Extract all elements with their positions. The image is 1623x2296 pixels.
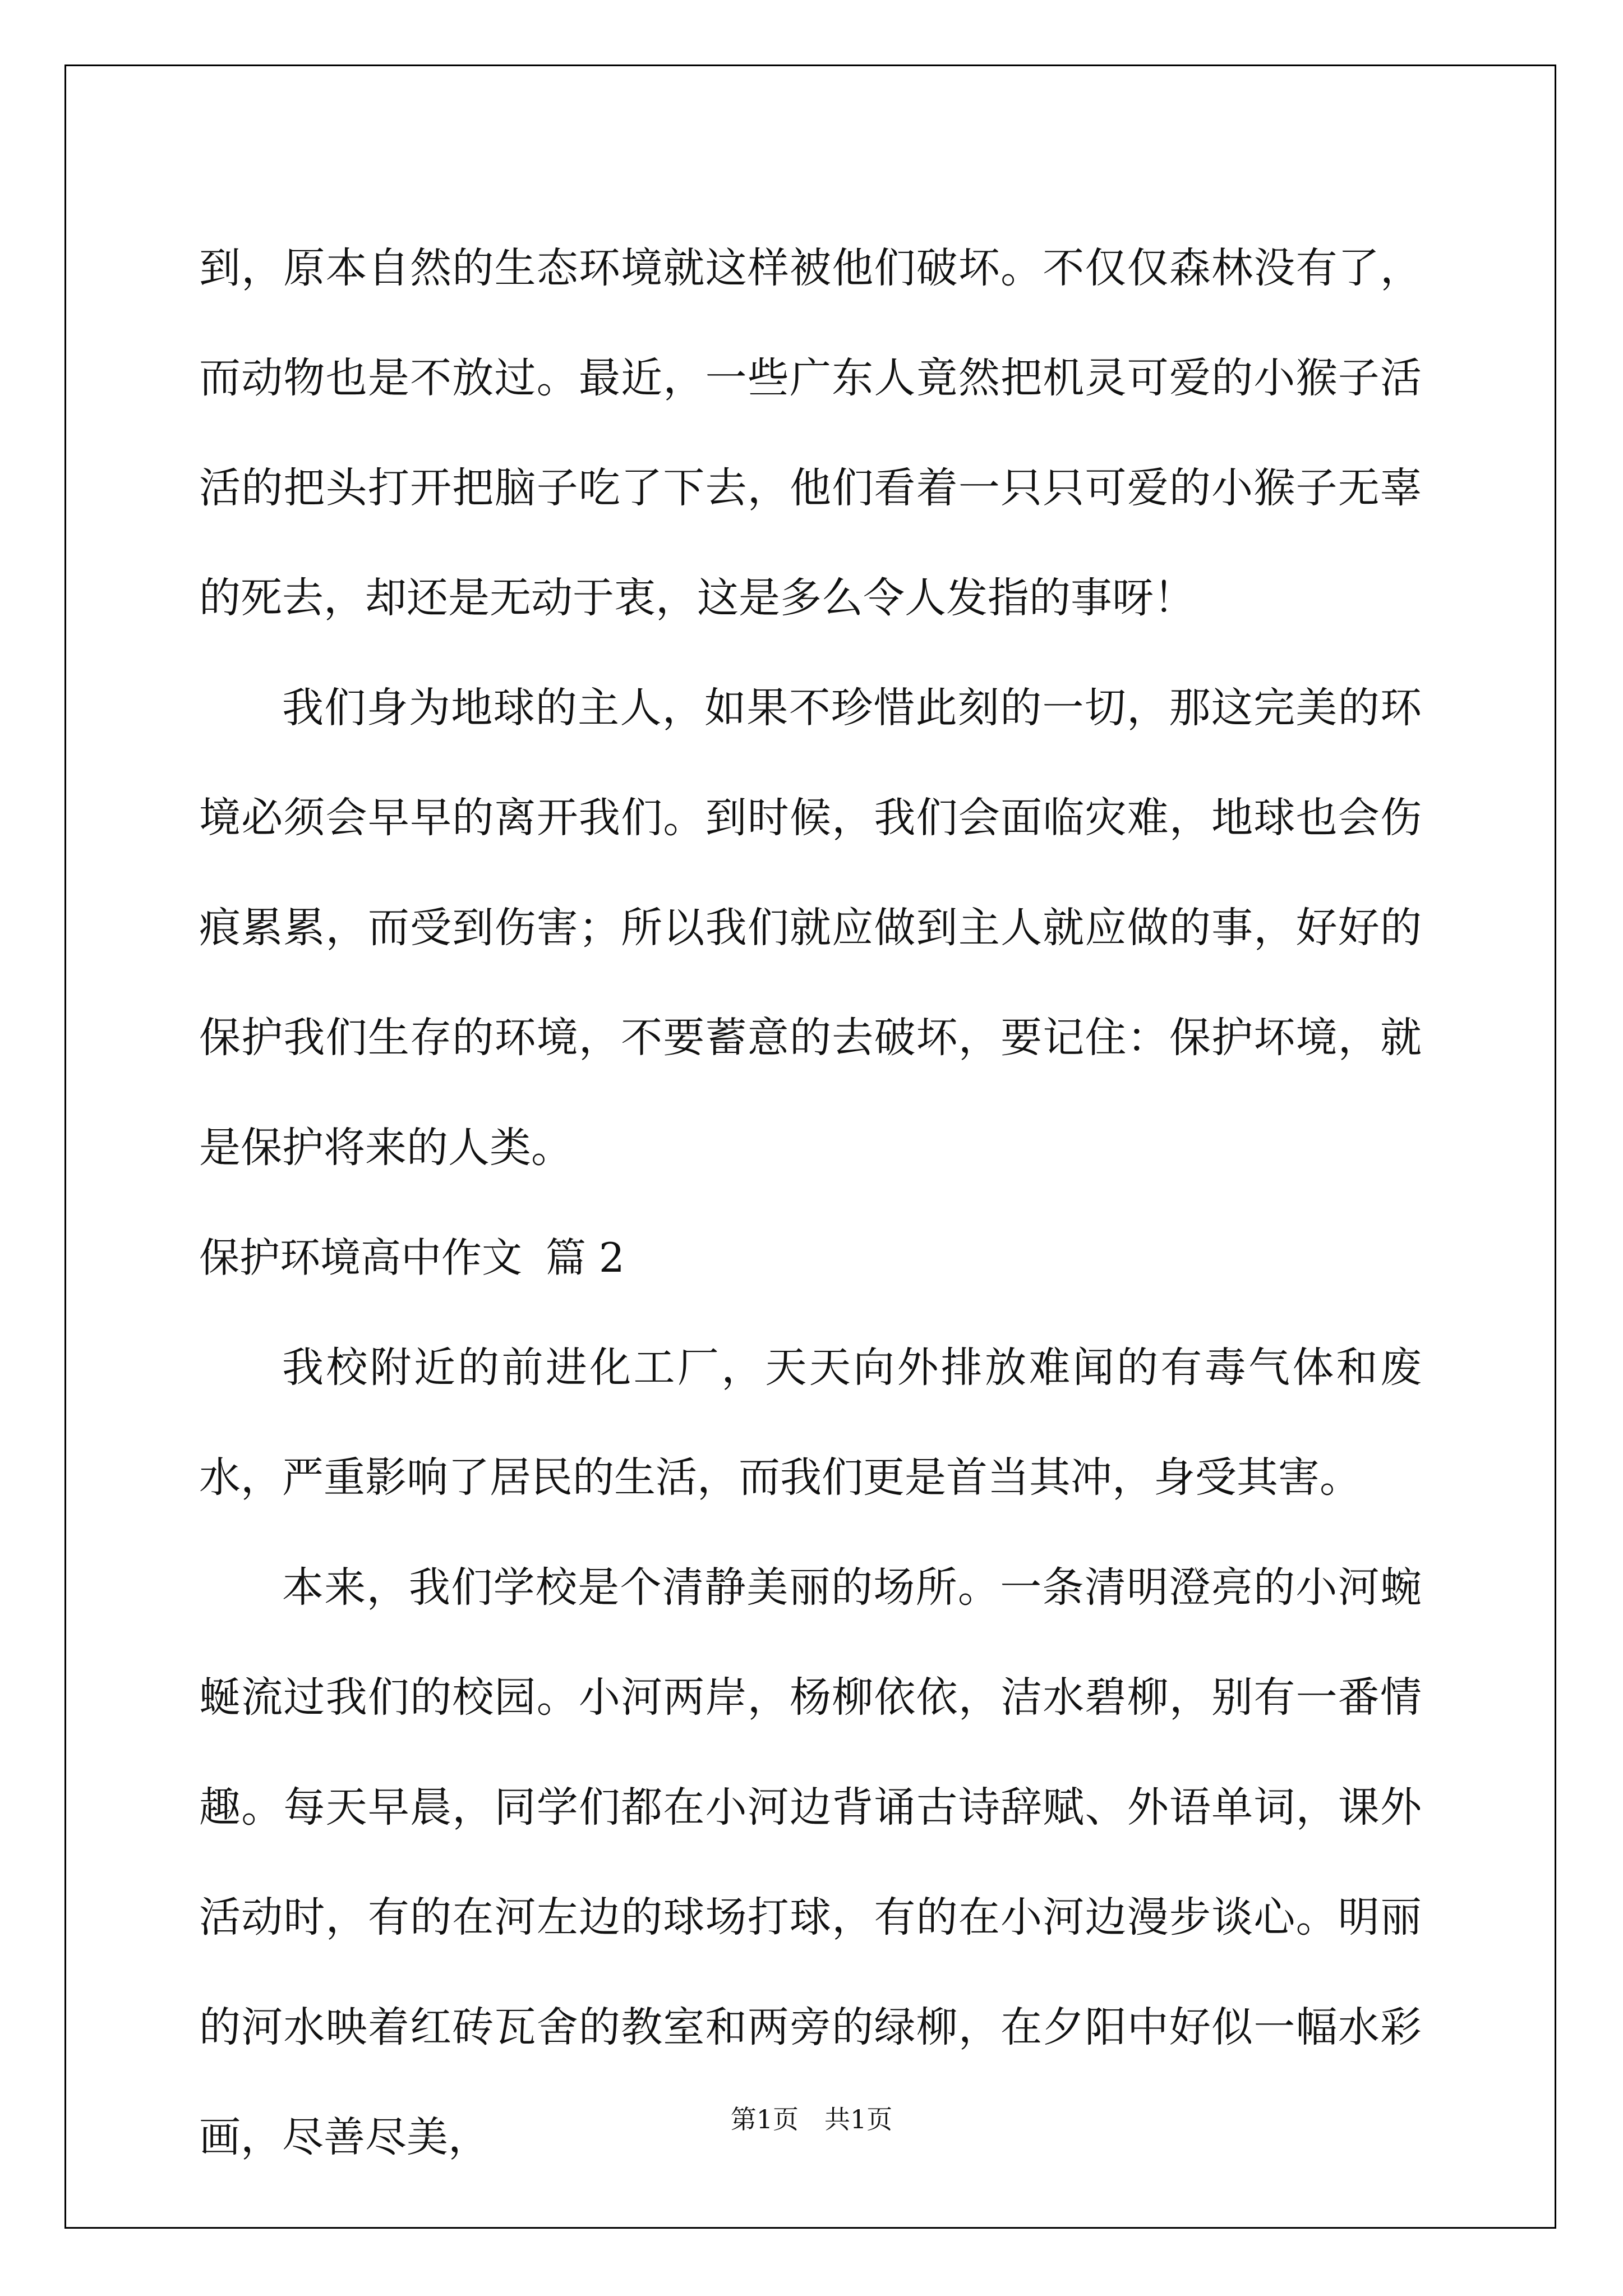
section-heading	[199, 1203, 1422, 1313]
paragraph: 我校附近的前进化工厂，天天向外排放难闻的有毒气体和废水，严重影响了居民的生活，而我们更是首当其冲，身受其害。	[199, 1343, 1422, 1502]
paragraph: 本来，我们学校是个清静美丽的场所。一条清明澄亮的小河蜿蜒流过我们的校园。小河两岸，杨柳依依，洁水碧柳，别有一番情趣。每天早晨，同学们都在小河边背诵古诗辞赋、外语单词，课外活动时，有的在河左边的球场打球，有的在小河边漫步谈心。明丽的河水映着红砖瓦舍的教室和两旁的绿柳，在夕阳中好似一幅水彩画，尽善尽美，	[199, 1563, 1422, 2161]
section-title: 保护环境高中作文	[199, 1234, 523, 1281]
paragraph: 我们身为地球的主人，如果不珍惜此刻的一切，那这完美的环境必须会早早的离开我们。到时候，我们会面临灾难，地球也会伤痕累累，而受到伤害；所以我们就应做到主人就应做的事，好好的保护我们生存的环境，不要蓄意的去破坏，要记住：保护坏境，就是保护将来的人类。	[199, 684, 1422, 1172]
document-body	[199, 213, 1422, 2192]
paragraph: 到，原本自然的生态环境就这样被他们破坏。不仅仅森林没有了，而动物也是不放过。最近，一些广东人竟然把机灵可爱的小猴子活活的把头打开把脑子吃了下去，他们看着一只只可爱的小猴子无辜的死去，却还是无动于衷，这是多么令人发指的事呀！	[199, 244, 1422, 622]
page-number-footer: 第1页 共1页	[730, 2104, 893, 2134]
section-number: 篇 2	[546, 1234, 625, 1281]
